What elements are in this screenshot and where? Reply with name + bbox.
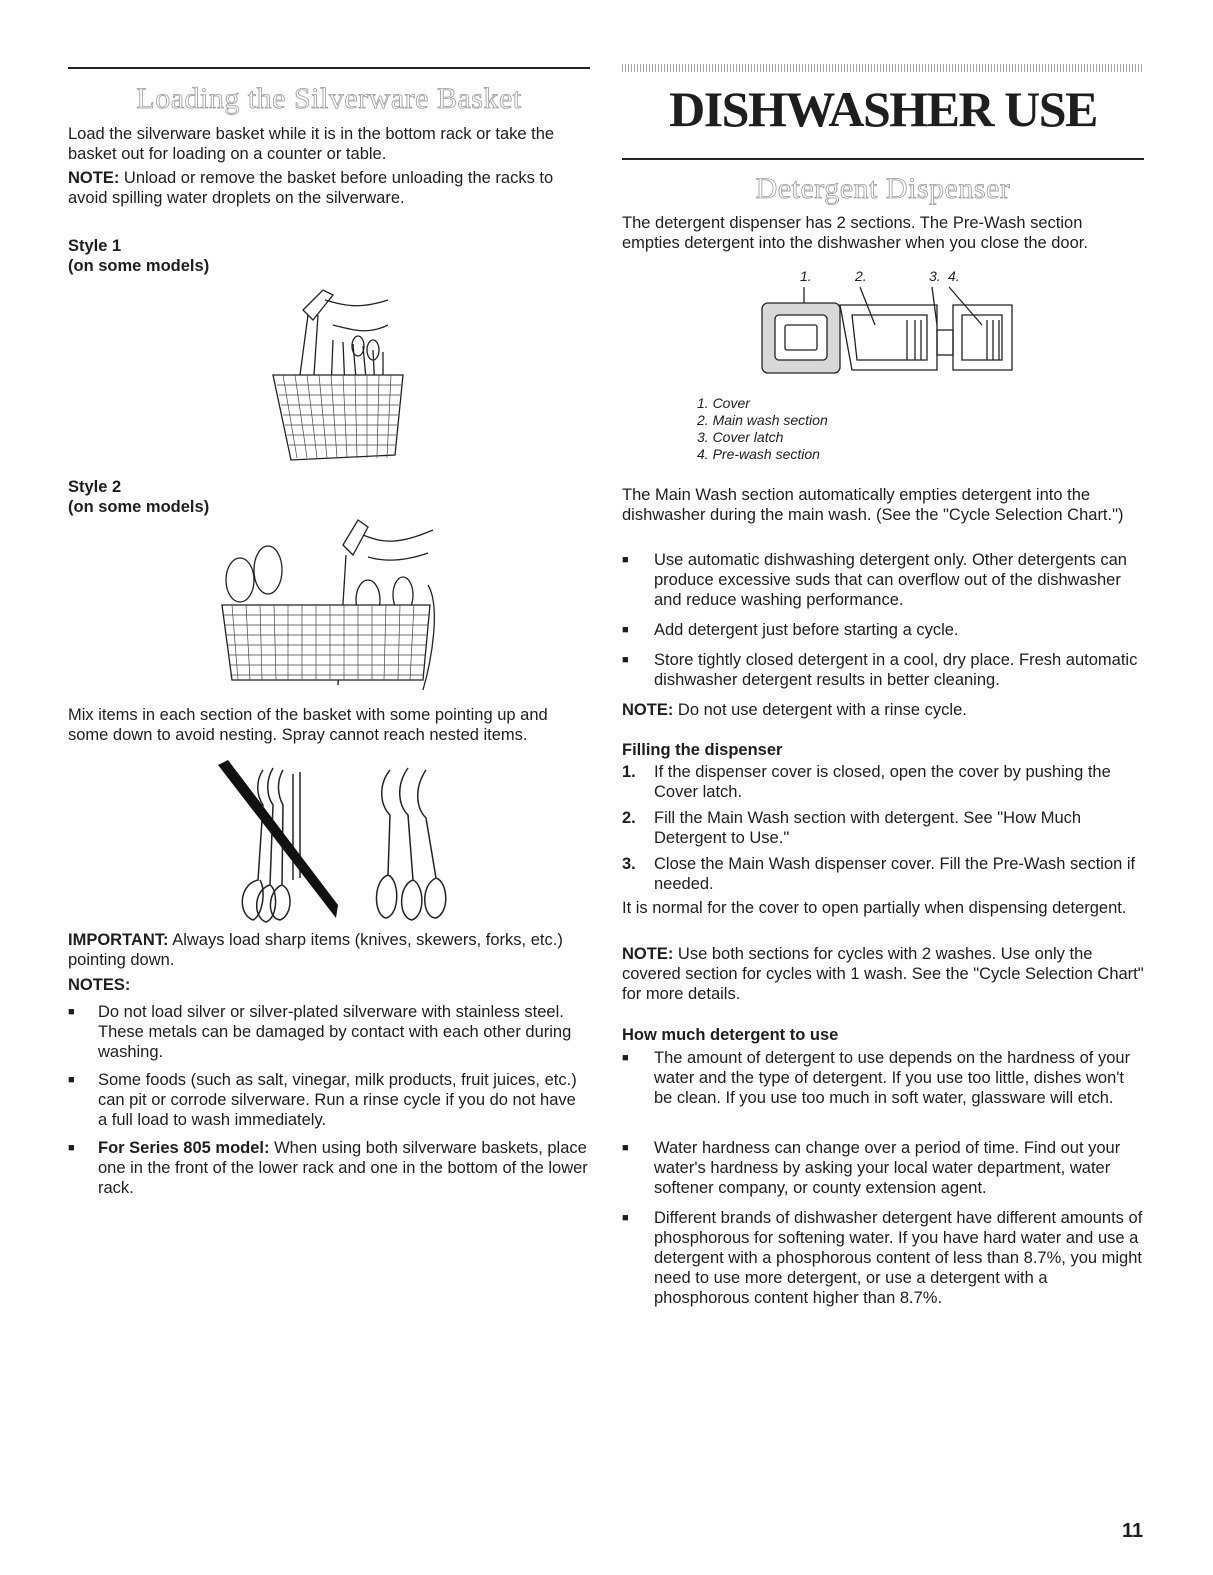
tip-text: Store tightly closed detergent in a cool, dry place. Fresh automatic dishwasher detergent results in better cleaning. [654,651,1138,689]
detergent-heading: Detergent Dispenser [755,172,1011,205]
silverware-intro: Load the silverware basket while it is in the bottom rack or take the basket out for loading on a counter or table. [68,125,555,163]
note-text: Do not use detergent with a rinse cycle. [673,701,967,719]
bullet-icon: ■ [622,1052,629,1064]
important-body: Always load sharp items (knives, skewers, forks, etc.) pointing down. [68,931,563,969]
page-title: DISHWASHER USE [669,81,1097,137]
bullet-icon: ■ [622,1212,629,1224]
silverware-heading: Loading the Silverware Basket [136,82,522,115]
important-text [68,930,588,970]
bullet-icon: ■ [622,1142,629,1154]
page-number: 11 [1122,1520,1144,1542]
dispenser-intro: The detergent dispenser has 2 sections. The Pre-Wash section empties detergent into the dishwasher when you close the door. [622,214,1088,252]
style1-basket-illustration [263,280,413,470]
filling-title: Filling the dispenser [622,741,783,759]
note-item-text: Some foods (such as salt, vinegar, milk products, fruit juices, etc.) can pit or corrode silverware. Run a rinse cycle if you do not have a full load to wash immediately. [98,1071,577,1129]
how-much-title: How much detergent to use [622,1026,839,1044]
bullet-icon: ■ [68,1074,75,1086]
wash-sections-note [622,944,1144,1004]
caption-pre-wash: 4. Pre-wash section [697,446,820,462]
callout-number: 4. [948,268,960,284]
style2-basket-illustration [218,515,443,695]
note-label: NOTE: [622,945,674,963]
note-label: NOTE: [68,169,120,187]
series-805-label: For Series 805 model: [98,1139,270,1157]
rinse-note [622,700,1144,720]
how-much-text: Different brands of dishwasher detergent have different amounts of phosphorous for softening water. If you have hard water and use a detergent with a phosphorous content of less than 8.7%, you might need to use more detergent, or use a detergent with a phosphorous content higher than 8.7%. [654,1209,1143,1307]
note-text: Use both sections for cycles with 2 washes. Use only the covered section for cycles with 1 wash. See the "Cycle Selection Chart" for more details. [622,945,1144,1003]
caption-cover-latch: 3. Cover latch [697,429,784,445]
bullet-icon: ■ [68,1006,75,1018]
note-item-text: Do not load silver or silver-plated silverware with stainless steel. These metals can be damaged by contact with each other during washing. [98,1003,572,1061]
caption-cover: 1. Cover [697,395,750,411]
step-text: Fill the Main Wash section with detergent. See "How Much Detergent to Use." [654,809,1082,847]
normal-text: It is normal for the cover to open partially when dispensing detergent. [622,899,1127,917]
bullet-icon: ■ [622,654,629,666]
series-805-text: When using both silverware baskets, place one in the front of the lower rack and one in the bottom of the lower rack. [98,1139,588,1197]
style1-subtitle: (on some models) [68,257,210,275]
important-label: IMPORTANT: [68,931,169,949]
callout-number: 2. [855,268,867,284]
main-wash-text: The Main Wash section automatically empties detergent into the dishwasher during the main wash. (See the "Cycle Selection Chart.") [622,486,1124,524]
step-text: Close the Main Wash dispenser cover. Fill the Pre-Wash section if needed. [654,855,1136,893]
how-much-text: Water hardness can change over a period of time. Find out your water's hardness by asking your local water department, water softener company, or county extension agent. [654,1139,1121,1197]
dispenser-illustration [757,285,1017,385]
style1-title: Style 1 [68,237,122,255]
title-underline [622,158,1144,160]
left-top-rule [68,67,590,69]
step-text: If the dispenser cover is closed, open the cover by pushing the Cover latch. [654,763,1111,801]
step-number: 3. [622,855,636,873]
nesting-illustration [208,760,468,925]
style2-subtitle: (on some models) [68,498,210,516]
note-label: NOTE: [622,701,674,719]
how-much-text: The amount of detergent to use depends on the hardness of your water and the type of detergent. If you use too little, dishes won't be clean. If you use too much in soft water, glassware will etch. [654,1049,1131,1107]
callout-number: 1. [800,268,812,284]
caption-main-wash: 2. Main wash section [697,412,828,428]
notes-label: NOTES: [68,976,131,994]
bullet-icon: ■ [622,624,629,636]
note-item-text [98,1138,588,1198]
note-text: Unload or remove the basket before unloading the racks to avoid spilling water droplets on the silverware. [68,169,554,207]
step-number: 2. [622,809,636,827]
silverware-note [68,168,590,208]
dotted-top-rule [622,64,1144,72]
callout-number: 3. [929,268,941,284]
tip-text: Add detergent just before starting a cycle. [654,621,959,639]
tip-text: Use automatic dishwashing detergent only. Other detergents can produce excessive suds that can overflow out of the dishwasher and reduce washing performance. [654,551,1127,609]
mix-items-text: Mix items in each section of the basket with some pointing up and some down to avoid nesting. Spray cannot reach nested items. [68,706,548,744]
step-number: 1. [622,763,636,781]
bullet-icon: ■ [622,554,629,566]
style2-title: Style 2 [68,478,122,496]
bullet-icon: ■ [68,1142,75,1154]
